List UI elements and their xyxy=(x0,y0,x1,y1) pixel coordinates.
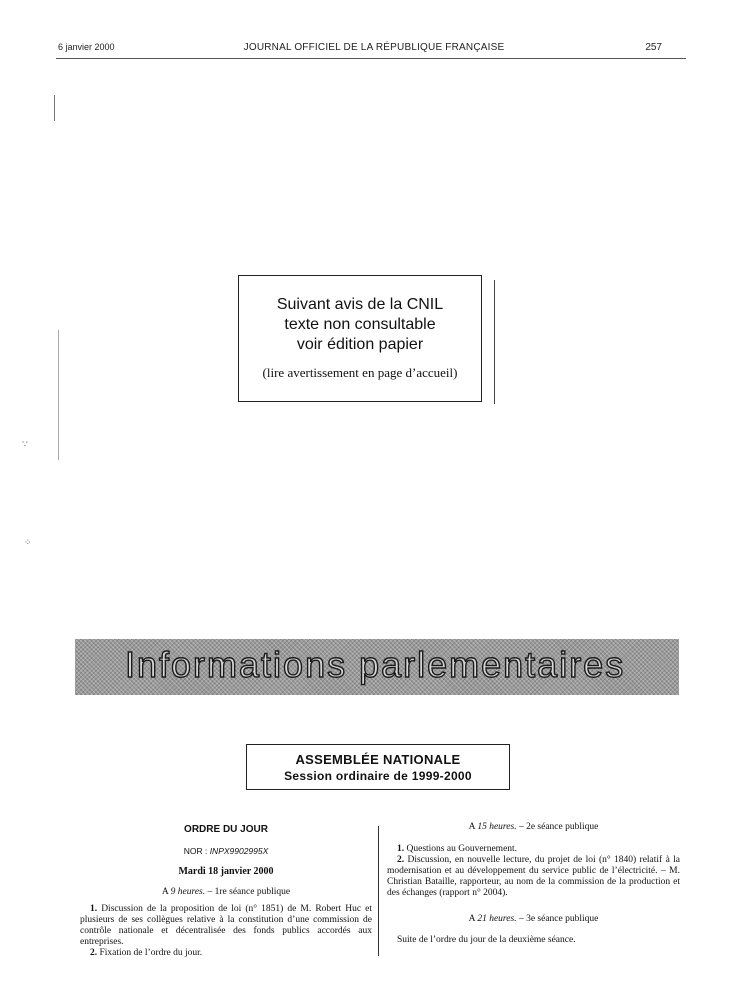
notice-line-2: texte non consultable xyxy=(284,316,436,333)
item-number: 2. xyxy=(90,948,98,958)
left-column xyxy=(80,824,372,959)
right-column xyxy=(387,822,680,946)
seance-3-prefix: A xyxy=(468,914,478,924)
seance-2-time: 15 heures. xyxy=(477,822,517,832)
seance-3-text: Suite de l’ordre du jour de la deuxième séance. xyxy=(397,935,576,945)
seance-2-prefix: A xyxy=(468,822,478,832)
nor-label: NOR : xyxy=(183,846,208,856)
agenda-item xyxy=(387,855,680,899)
seance-2-heading xyxy=(387,822,680,833)
agenda-item xyxy=(80,904,372,948)
item-number: 1. xyxy=(90,904,98,914)
assembly-session: Session ordinaire de 1999-2000 xyxy=(284,769,472,783)
scan-mark xyxy=(58,330,59,460)
header-date: 6 janvier 2000 xyxy=(58,42,115,52)
journal-title: JOURNAL OFFICIEL DE LA RÉPUBLIQUE FRANÇAISE xyxy=(243,42,505,53)
column-divider xyxy=(378,826,379,956)
page-number: 257 xyxy=(645,42,662,53)
notice-note: (lire avertissement en page d’accueil) xyxy=(262,365,458,380)
seance-2-label: – 2e séance publique xyxy=(516,822,599,832)
agenda-heading: ORDRE DU JOUR xyxy=(184,824,268,835)
cnil-notice-box xyxy=(238,275,482,402)
agenda-item xyxy=(387,844,680,855)
seance-1-prefix: A xyxy=(161,887,171,897)
nor-value: INPX9902995X xyxy=(209,846,269,856)
seance-1-label: – 1re séance publique xyxy=(205,887,291,897)
scan-speck: ⁘ xyxy=(24,538,32,548)
item-text: Discussion de la proposition de loi (n° 1851) de M. Robert Huc et plusieurs de ses collègues relative à la constitution d’une commission de contrôle nationale et décentralisée des fonds publics accordés aux entreprises. xyxy=(80,904,372,947)
scan-speck: ∵ xyxy=(22,440,28,450)
notice-line-3: voir édition papier xyxy=(296,336,424,353)
scan-mark xyxy=(54,95,55,121)
seance-3-label: – 3e séance publique xyxy=(516,914,599,924)
seance-1-time: 9 heures. xyxy=(170,887,206,897)
notice-side-rule xyxy=(494,280,495,404)
item-number: 2. xyxy=(397,855,405,865)
header-rule xyxy=(56,58,686,59)
seance-3-heading xyxy=(387,914,680,925)
assembly-box xyxy=(246,744,510,790)
session-date: Mardi 18 janvier 2000 xyxy=(178,866,274,877)
nor-reference xyxy=(80,846,372,857)
seance-1-heading xyxy=(80,887,372,898)
notice-line-1: Suivant avis de la CNIL xyxy=(276,296,444,313)
item-text: Questions au Gouvernement. xyxy=(404,844,518,854)
agenda-item xyxy=(80,948,372,959)
banner-title: Informations parlementaires xyxy=(125,644,626,685)
item-number: 1. xyxy=(397,844,405,854)
item-text: Discussion, en nouvelle lecture, du projet de loi (n° 1840) relatif à la modernisation et au développement du service public de l’électricité. – M. Christian Bataille, rapporteur, au nom de la commission de la production et des échanges (rapport n° 2004). xyxy=(387,855,680,898)
assembly-name: ASSEMBLÉE NATIONALE xyxy=(295,752,461,767)
section-banner xyxy=(75,639,679,695)
item-text: Fixation de l’ordre du jour. xyxy=(97,948,203,958)
seance-3-time: 21 heures. xyxy=(477,914,517,924)
